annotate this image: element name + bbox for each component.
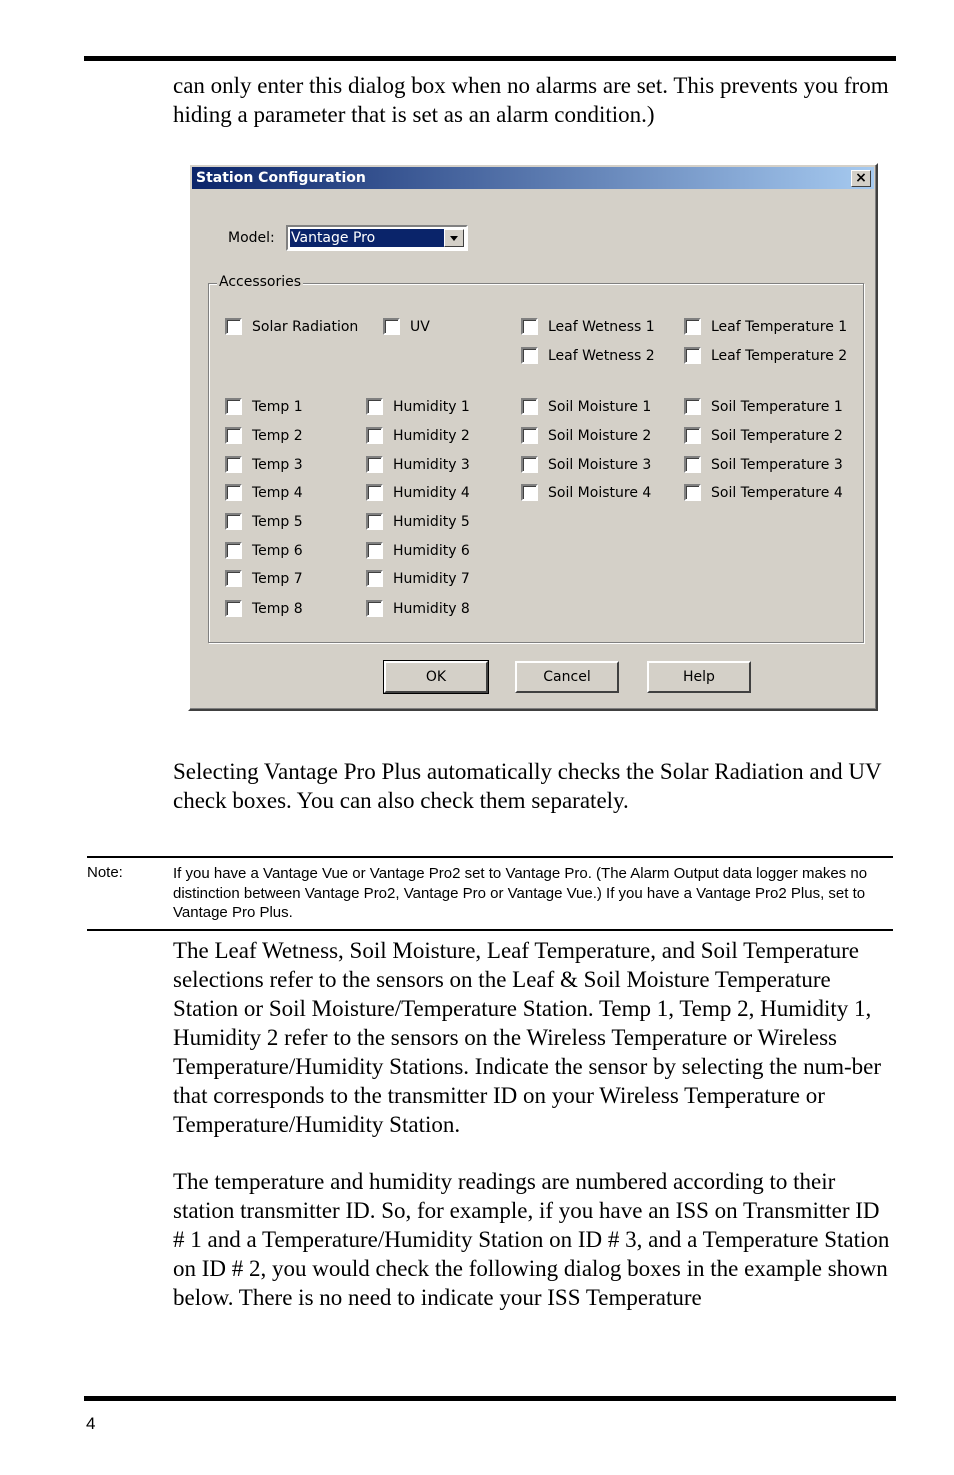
help-button[interactable]: Help	[647, 661, 751, 693]
checkbox-label: Solar Radiation	[252, 318, 359, 335]
checkbox-soil-temperature-2[interactable]	[684, 427, 843, 444]
checkbox-box[interactable]	[684, 318, 701, 335]
checkbox-humidity-5[interactable]	[366, 513, 470, 530]
checkbox-box[interactable]	[684, 456, 701, 473]
checkbox-solar-radiation[interactable]	[225, 318, 358, 335]
checkbox-label: UV	[410, 318, 430, 335]
checkbox-leaf-temperature-1[interactable]	[684, 318, 847, 335]
checkbox-soil-moisture-1[interactable]	[521, 398, 651, 415]
checkbox-label: Humidity 2	[393, 427, 470, 444]
note-label: Note:	[87, 864, 123, 881]
dialog-title: Station Configuration	[196, 170, 366, 186]
checkbox-humidity-7[interactable]	[366, 570, 470, 587]
dropdown-arrow-icon[interactable]	[444, 229, 464, 247]
checkbox-box[interactable]	[521, 398, 538, 415]
checkbox-label: Soil Temperature 4	[711, 484, 843, 501]
checkbox-label: Leaf Wetness 1	[548, 318, 655, 335]
checkbox-label: Humidity 3	[393, 456, 470, 473]
checkbox-leaf-temperature-2[interactable]	[684, 347, 847, 364]
checkbox-box[interactable]	[225, 570, 242, 587]
checkbox-box[interactable]	[366, 570, 383, 587]
accessories-group	[208, 274, 864, 643]
checkbox-label: Humidity 6	[393, 542, 470, 559]
top-rule	[84, 56, 896, 61]
checkbox-box[interactable]	[366, 398, 383, 415]
checkbox-box[interactable]	[684, 427, 701, 444]
note-text: If you have a Vantage Vue or Vantage Pro2 set to Vantage Pro. (The Alarm Output data logger makes no distinction between Vantage Pro2, Vantage Pro or Vantage Vue.) If you have a Vantage Pro2 Plus, set to Vantage Pro Plus.	[173, 865, 868, 921]
checkbox-box[interactable]	[366, 484, 383, 501]
checkbox-label: Temp 5	[252, 513, 303, 530]
checkbox-box[interactable]	[366, 456, 383, 473]
checkbox-box[interactable]	[225, 513, 242, 530]
model-select[interactable]	[286, 225, 468, 251]
checkbox-humidity-3[interactable]	[366, 456, 470, 473]
note-bottom-rule	[87, 929, 893, 931]
checkbox-label: Leaf Temperature 1	[711, 318, 848, 335]
checkbox-label: Temp 1	[252, 398, 303, 415]
accessories-group-label: Accessories	[219, 274, 302, 290]
checkbox-label: Soil Moisture 4	[548, 484, 652, 501]
checkbox-box[interactable]	[225, 318, 242, 335]
checkbox-soil-temperature-1[interactable]	[684, 398, 843, 415]
checkbox-temp-3[interactable]	[225, 456, 303, 473]
checkbox-temp-1[interactable]	[225, 398, 303, 415]
checkbox-humidity-6[interactable]	[366, 542, 470, 559]
checkbox-label: Temp 7	[252, 570, 303, 587]
checkbox-leaf-wetness-1[interactable]	[521, 318, 655, 335]
checkbox-temp-5[interactable]	[225, 513, 303, 530]
close-button[interactable]: ×	[851, 170, 871, 187]
checkbox-humidity-2[interactable]	[366, 427, 470, 444]
checkbox-soil-temperature-3[interactable]	[684, 456, 843, 473]
checkbox-box[interactable]	[521, 318, 538, 335]
checkbox-box[interactable]	[225, 542, 242, 559]
checkbox-temp-8[interactable]	[225, 600, 303, 617]
checkbox-label: Soil Temperature 3	[711, 456, 843, 473]
page-number: 4	[86, 1414, 96, 1433]
checkbox-label: Temp 6	[252, 542, 303, 559]
station-configuration-dialog	[188, 163, 878, 711]
checkbox-label: Soil Temperature 1	[711, 398, 843, 415]
ok-button[interactable]: OK	[384, 661, 488, 693]
cancel-button[interactable]: Cancel	[515, 661, 619, 693]
checkbox-temp-6[interactable]	[225, 542, 303, 559]
checkbox-box[interactable]	[225, 427, 242, 444]
checkbox-humidity-1[interactable]	[366, 398, 470, 415]
checkbox-label: Leaf Temperature 2	[711, 347, 848, 364]
checkbox-box[interactable]	[225, 484, 242, 501]
checkbox-label: Temp 8	[252, 600, 303, 617]
checkbox-box[interactable]	[521, 484, 538, 501]
checkbox-box[interactable]	[684, 484, 701, 501]
checkbox-label: Soil Moisture 1	[548, 398, 652, 415]
checkbox-box[interactable]	[684, 398, 701, 415]
checkbox-temp-7[interactable]	[225, 570, 303, 587]
checkbox-box[interactable]	[366, 427, 383, 444]
checkbox-label: Temp 2	[252, 427, 303, 444]
checkbox-humidity-8[interactable]	[366, 600, 470, 617]
leaf-sensors-paragraph: The Leaf Wetness, Soil Moisture, Leaf Temperature, and Soil Temperature selections refer to the sensors on the Leaf & Soil Moisture Temperature Station or Soil Moisture/Temperature Station. Temp 1, Temp 2, Humidity 1, Humidity 2 refer to the sensors on the Wireless Temperature or Wireless Temperature/Humidity Stations. Indicate the sensor by selecting the num-ber that corresponds to the transmitter ID on your Wireless Temperature or Temperature/Humidity Station.	[173, 938, 882, 1137]
checkbox-humidity-4[interactable]	[366, 484, 470, 501]
selecting-paragraph: Selecting Vantage Pro Plus automatically checks the Solar Radiation and UV check boxes. You can also check them separately.	[173, 759, 882, 813]
checkbox-soil-moisture-2[interactable]	[521, 427, 651, 444]
checkbox-soil-moisture-4[interactable]	[521, 484, 651, 501]
checkbox-box[interactable]	[366, 542, 383, 559]
checkbox-box[interactable]	[684, 347, 701, 364]
checkbox-label: Temp 4	[252, 484, 303, 501]
checkbox-box[interactable]	[225, 600, 242, 617]
checkbox-box[interactable]	[366, 513, 383, 530]
checkbox-label: Humidity 4	[393, 484, 470, 501]
checkbox-label: Soil Temperature 2	[711, 427, 843, 444]
checkbox-box[interactable]	[225, 398, 242, 415]
checkbox-box[interactable]	[521, 427, 538, 444]
checkbox-soil-temperature-4[interactable]	[684, 484, 843, 501]
checkbox-label: Humidity 5	[393, 513, 470, 530]
checkbox-temp-2[interactable]	[225, 427, 303, 444]
checkbox-label: Humidity 7	[393, 570, 470, 587]
bottom-rule	[84, 1396, 896, 1401]
checkbox-soil-moisture-3[interactable]	[521, 456, 651, 473]
checkbox-label: Leaf Wetness 2	[548, 347, 655, 364]
checkbox-label: Soil Moisture 3	[548, 456, 652, 473]
intro-paragraph: can only enter this dialog box when no alarms are set. This prevents you from hiding a parameter that is set as an alarm condition.)	[173, 73, 889, 127]
checkbox-box[interactable]	[366, 600, 383, 617]
dialog-titlebar	[192, 167, 874, 189]
checkbox-label: Soil Moisture 2	[548, 427, 652, 444]
checkbox-box[interactable]	[383, 318, 400, 335]
checkbox-box[interactable]	[225, 456, 242, 473]
checkbox-uv[interactable]	[383, 318, 430, 335]
checkbox-label: Temp 3	[252, 456, 303, 473]
model-label: Model:	[228, 230, 275, 246]
checkbox-leaf-wetness-2[interactable]	[521, 347, 655, 364]
temperature-humidity-paragraph: The temperature and humidity readings are numbered according to their station transmitter ID. So, for example, if you have an ISS on Transmitter ID # 1 and a Temperature/Humidity Station on ID # 3, and a Temperature Station on ID # 2, you would check the following dialog boxes in the example shown below. There is no need to indicate your ISS Temperature	[173, 1169, 890, 1310]
model-selected-value: Vantage Pro	[290, 229, 444, 247]
checkbox-box[interactable]	[521, 347, 538, 364]
note-top-rule	[87, 856, 893, 858]
checkbox-box[interactable]	[521, 456, 538, 473]
checkbox-label: Humidity 8	[393, 600, 470, 617]
checkbox-label: Humidity 1	[393, 398, 470, 415]
checkbox-temp-4[interactable]	[225, 484, 303, 501]
